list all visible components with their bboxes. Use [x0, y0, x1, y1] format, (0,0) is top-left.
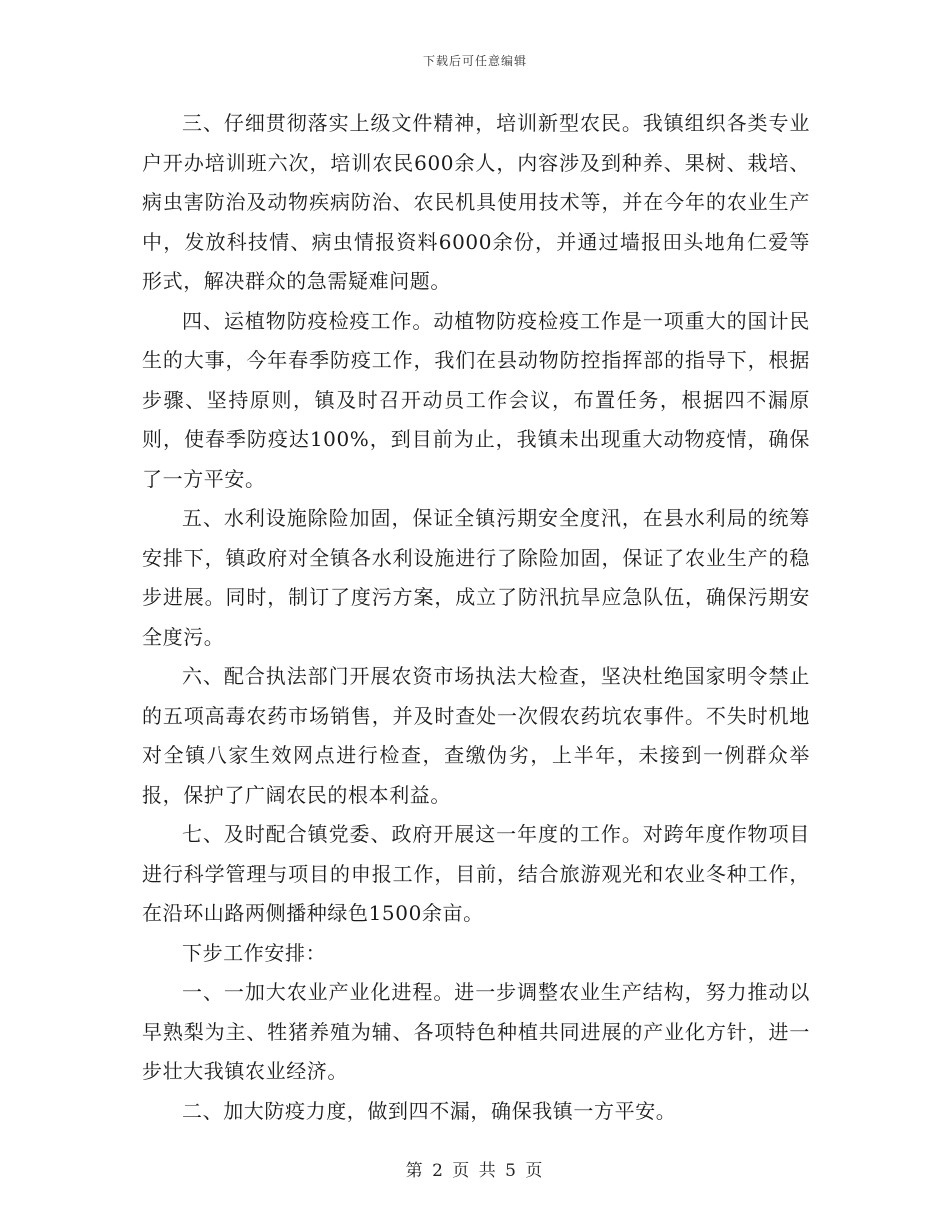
page-header-note: 下载后可任意编辑: [422, 54, 527, 68]
page-number: 第 2 页 共 5 页: [405, 1161, 545, 1181]
paragraph-3: 三、仔细贯彻落实上级文件精神，培训新型农民。我镇组织各类专业户开办培训班六次，培训农民600余人，内容涉及到种养、果树、栽培、病虫害防治及动物疾病防治、农民机具使用技术等，并在今年的农业生产中，发放科技情、病虫情报资料6000余份，并通过墙报田头地角仁爱等形式，解决群众的急需疑难问题。: [142, 111, 810, 293]
next-steps-heading: 下步工作安排：: [182, 940, 327, 965]
document-body: [142, 104, 810, 1131]
paragraph-7: 七、及时配合镇党委、政府开展这一年度的工作。对跨年度作物项目进行科学管理与项目的申报工作，目前，结合旅游观光和农业冬种工作，在沿环山路两侧播种绿色1500余亩。: [142, 822, 810, 925]
paragraph-6: 六、配合执法部门开展农资市场执法大检查，坚决杜绝国家明令禁止的五项高毒农药市场销售，并及时查处一次假农药坑农事件。不失时机地对全镇八家生效网点进行检查，查缴伪劣，上半年，未接到一例群众举报，保护了广阔农民的根本利益。: [142, 664, 810, 807]
next-step-2: 二、加大防疫力度，做到四不漏，确保我镇一方平安。: [182, 1098, 677, 1123]
paragraph-5: 五、水利设施除险加固，保证全镇污期安全度汛，在县水利局的统筹安排下，镇政府对全镇各水利设施进行了除险加固，保证了农业生产的稳步进展。同时，制订了度污方案，成立了防汛抗旱应急队伍，确保污期安全度污。: [142, 506, 810, 649]
paragraph-4: 四、运植物防疫检疫工作。动植物防疫检疫工作是一项重大的国计民生的大事，今年春季防疫工作，我们在县动物防控指挥部的指导下，根据步骤、坚持原则，镇及时召开动员工作会议，布置任务，根据四不漏原则，使春季防疫达100%，到目前为止，我镇未出现重大动物疫情，确保了一方平安。: [142, 308, 810, 491]
next-step-1: 一、一加大农业产业化进程。进一步调整农业生产结构，努力推动以早熟梨为主、牲猪养殖为辅、各项特色种植共同进展的产业化方针，进一步壮大我镇农业经济。: [142, 980, 810, 1083]
